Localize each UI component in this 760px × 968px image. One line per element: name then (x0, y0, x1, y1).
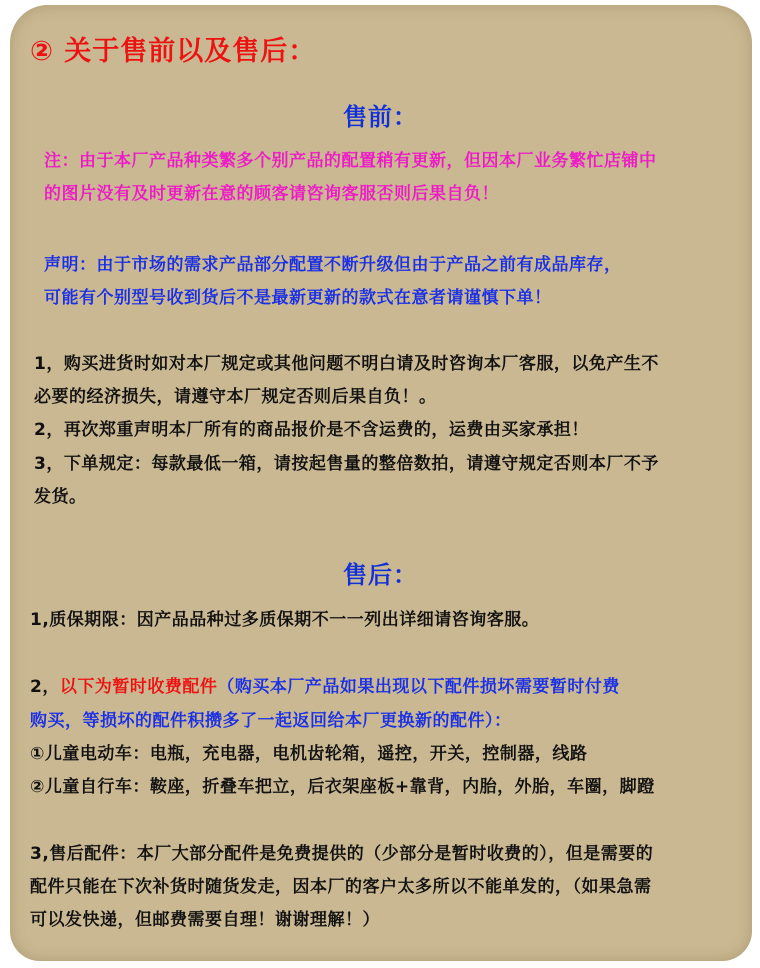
electric-car-parts: ①儿童电动车：电瓶，充电器，电机齿轮箱，遥控，开关，控制器，线路 (30, 744, 588, 764)
after-sale-item2-line1 (30, 672, 620, 697)
info-panel (10, 5, 752, 961)
after-sale-item2-line2: 购买，等损坏的配件积攒多了一起返回给本厂更换新的配件）： (30, 711, 512, 731)
after-sale-heading: 售后： (343, 561, 418, 589)
after-sale-item2-prefix: 2， (30, 677, 60, 697)
pre-sale-item3-line2: 发货。 (34, 487, 87, 507)
pre-sale-statement-line1: 声明：由于市场的需求产品部分配置不断升级但由于产品之前有成品库存， (44, 255, 622, 275)
bicycle-parts: ②儿童自行车：鞍座，折叠车把立，后衣架座板+靠背，内胎，外胎，车圈，脚蹬 (30, 777, 655, 797)
after-sale-item2-blue-line1: （购买本厂产品如果出现以下配件损坏需要暂时付费 (217, 677, 620, 697)
pre-sale-statement-line2: 可能有个别型号收到货后不是最新更新的款式在意者请谨慎下单！ (44, 288, 552, 308)
pre-sale-heading: 售前： (343, 103, 418, 131)
pre-sale-item1-line2: 必要的经济损失，请遵守本厂规定否则后果自负！。 (34, 387, 437, 407)
after-sale-item1: 1,质保期限：因产品品种过多质保期不一一列出详细请咨询客服。 (30, 610, 540, 630)
pre-sale-item1-line1: 1，购买进货时如对本厂规定或其他问题不明白请及时咨询本厂客服，以免产生不 (34, 354, 659, 374)
after-sale-item3-line2: 配件只能在下次补货时随货发走，因本厂的客户太多所以不能单发的，（如果急需 (30, 877, 652, 897)
pre-sale-item2: 2，再次郑重声明本厂所有的商品报价是不含运费的，运费由买家承担！ (34, 420, 589, 440)
pre-sale-note-line2: 的图片没有及时更新在意的顾客请咨询客服否则后果自负！ (44, 184, 499, 204)
after-sale-item3-line1: 3,售后配件：本厂大部分配件是免费提供的（少部分是暂时收费的），但是需要的 (30, 844, 654, 864)
after-sale-item3-line3: 可以发快递，但邮费需要自理！谢谢理解！） (30, 910, 380, 930)
page-title: ② 关于售前以及售后： (30, 36, 317, 67)
temporary-paid-parts-label: 以下为暂时收费配件 (59, 677, 218, 697)
pre-sale-note-line1: 注：由于本厂产品种类繁多个别产品的配置稍有更新，但因本厂业务繁忙店铺中 (44, 151, 657, 171)
pre-sale-item3-line1: 3，下单规定：每款最低一箱，请按起售量的整倍数拍，请遵守规定否则本厂不予 (34, 454, 659, 474)
